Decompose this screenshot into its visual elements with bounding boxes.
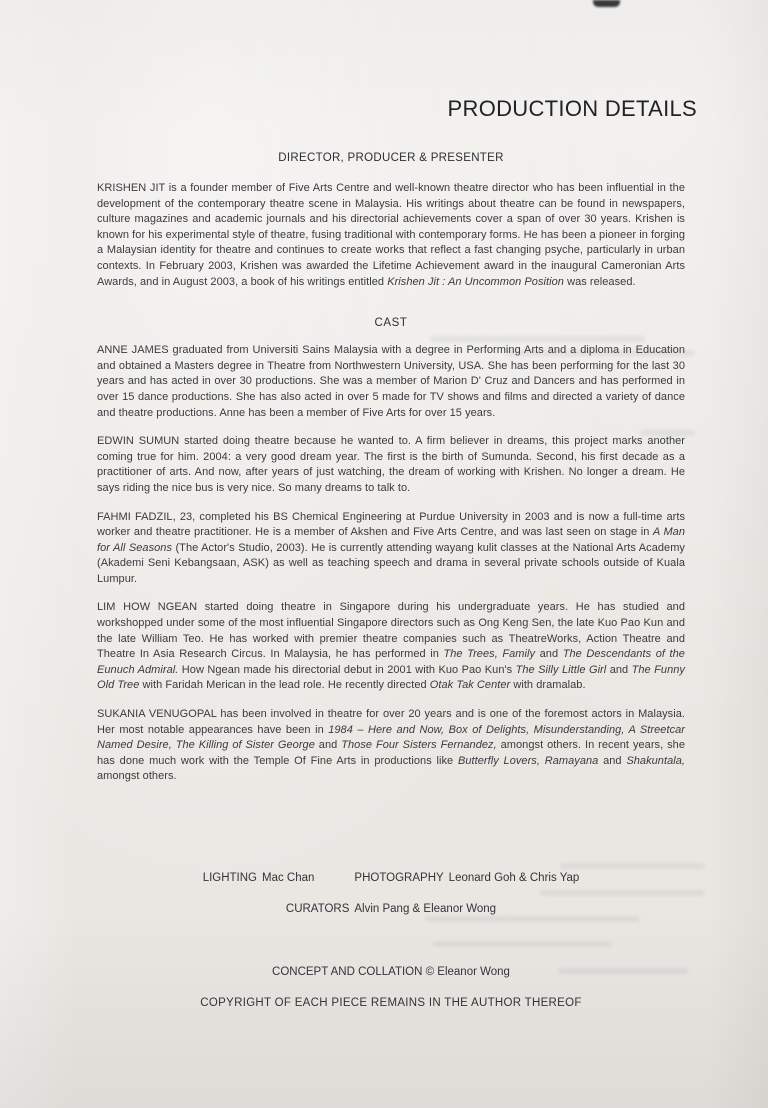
bio-edwin-sumun: EDWIN SUMUN started doing theatre because he wanted to. A firm believer in dreams, this project marks another coming true for him. 2004: a very good dream year. The first is the birth of Sumunda. Second, his first decade as a practitioner of arts. And now, after years of just watching, the dream of working with Krishen. No longer a dream. He says riding the nice bus is very nice. So many dreams to talk to.	[97, 435, 685, 494]
bio-sukania-venugopal: SUKANIA VENUGOPAL has been involved in theatre for over 20 years and is one of the foremost actors in Malaysia. Her most notable appearances have been in 1984 – Here and Now, Box of Delights, Misunderstanding, A Streetcar Named Desire, The Killing of Sister George and Those Four Sisters Fernandez, amongst others. In recent years, she has done much work with the Temple Of Fine Arts in productions like Butterfly Lovers, Ramayana and Shakuntala, amongst others.	[97, 708, 686, 783]
credit-curators	[286, 903, 496, 915]
bio-fahmi-fadzil: FAHMI FADZIL, 23, completed his BS Chemical Engineering at Purdue University in 2003 and is now a full-time arts worker and theatre practitioner. He is a member of Akshen and Five Arts Centre, and was last seen on stage in A Man for All Seasons (The Actor's Studio, 2003). He is currently attending wayang kulit classes at the National Arts Academy (Akademi Seni Kebangsaan, ASK) as well as teaching speech and drama in several private schools outside of Kuala Lumpur.	[97, 510, 685, 585]
bio-lim-how-ngean: LIM HOW NGEAN started doing theatre in Singapore during his undergraduate years. He has studied and workshopped under some of the most influential Singapore directors such as Ong Keng Sen, the late Kuo Pao Kun and the late William Teo. He has worked with premier theatre companies such as TheatreWorks, Action Theatre and Theatre In Asia Research Circus. In Malaysia, he has performed in The Trees, Family and The Descendants of the Eunuch Admiral. How Ngean made his directorial debut in 2001 with Kuo Pao Kun's The Silly Little Girl and The Funny Old Tree with Faridah Merican in the lead role. He recently directed Otak Tak Center with dramalab.	[97, 601, 685, 692]
document-body	[97, 181, 685, 798]
credit-photography-label: PHOTOGRAPHY	[354, 872, 444, 884]
bleed-through-line	[425, 916, 640, 922]
section-heading-director-producer-presenter: DIRECTOR, PRODUCER & PRESENTER	[278, 152, 504, 164]
bio-krishen-jit: KRISHEN JIT is a founder member of Five Arts Centre and well-known theatre director who has been influential in the development of the contemporary theatre scene in Malaysia. His writings about theatre can be found in newspapers, culture magazines and academic journals and his directorial achievements cover a span of over 30 years. Krishen is known for his experimental style of theatre, fusing traditional with contemporary forms. He has been a pioneer in forging a Malaysian identity for theatre and continues to create works that reflect a fast changing psyche, particularly in urban contexts. In February 2003, Krishen was awarded the Lifetime Achievement award in the inaugural Cameronian Arts Awards, and in August 2003, a book of his writings entitled Krishen Jit : An Uncommon Position was released.	[97, 182, 685, 288]
credit-lighting-value: Mac Chan	[262, 872, 315, 884]
credit-curators-value: Alvin Pang & Eleanor Wong	[354, 903, 497, 915]
credit-lighting-label: LIGHTING	[202, 872, 257, 884]
footer-concept-line: CONCEPT AND COLLATION © Eleanor Wong	[272, 966, 510, 978]
scan-smudge	[593, 0, 620, 7]
credit-photography-value: Leonard Goh & Chris Yap	[448, 872, 580, 884]
credits-row	[97, 903, 685, 915]
credit-lighting	[203, 872, 315, 884]
bleed-through-line	[540, 890, 705, 896]
page-title: PRODUCTION DETAILS	[447, 96, 697, 121]
bleed-through-line	[432, 941, 612, 947]
credit-curators-label: CURATORS	[285, 903, 350, 915]
footer-copyright-line: COPYRIGHT OF EACH PIECE REMAINS IN THE AUTHOR THEREOF	[200, 997, 582, 1009]
credit-photography	[354, 872, 579, 884]
section-heading-cast: CAST	[374, 317, 408, 330]
bio-anne-james: ANNE JAMES graduated from Universiti Sains Malaysia with a degree in Performing Arts and a diploma in Education and obtained a Masters degree in Theatre from Northwestern University, USA. She has been performing for the last 30 years and has acted in over 30 productions. She was a member of Marion D' Cruz and Dancers and has performed in over 15 dance productions. She has also acted in over 5 made for TV shows and films and directed a variety of dance and theatre productions. Anne has been a member of Five Arts for over 15 years.	[97, 344, 685, 419]
credits-row	[97, 872, 685, 884]
bleed-through-line	[560, 863, 705, 869]
